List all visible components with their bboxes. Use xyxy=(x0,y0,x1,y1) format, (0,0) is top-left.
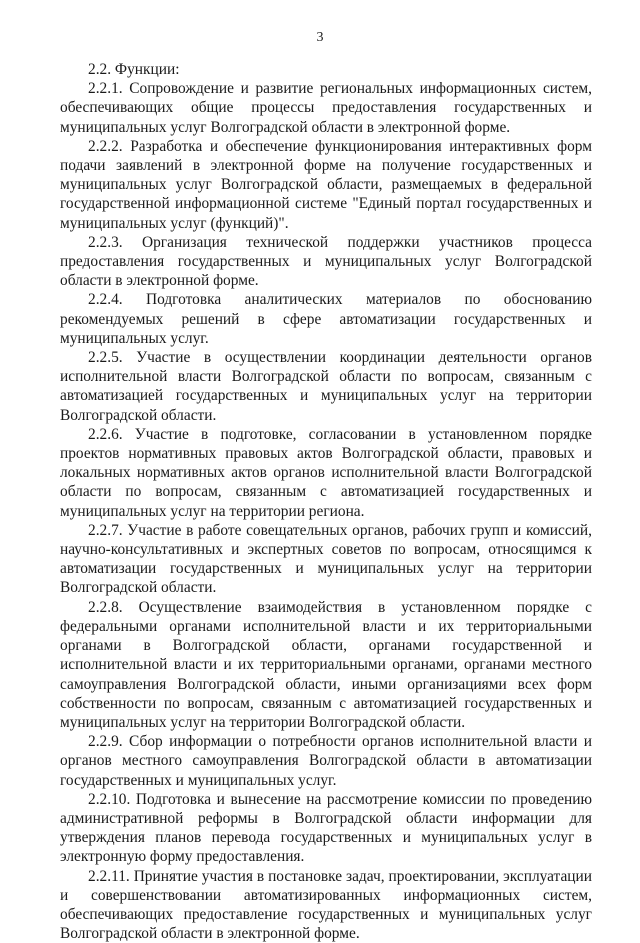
section-heading: 2.2. Функции: xyxy=(88,61,180,78)
paragraph-2-2-2: 2.2.2. Разработка и обеспечение функционирования интерактивных форм подачи заявлений в электронной форме на получение государственных и муниципальных услуг Волгоградской области, размещаемых в федеральной государственной информационной системе "Единый портал государственных и муниципальных услуг (функций)". xyxy=(60,137,592,232)
paragraph-2-2-11: 2.2.11. Принятие участия в постановке задач, проектировании, эксплуатации и совершенствовании автоматизированных информационных систем, обеспечивающих предоставление государственных и муниципальных услуг Волгоградской области в электронной форме. xyxy=(60,867,592,943)
paragraph-2-2-7: 2.2.7. Участие в работе совещательных органов, рабочих групп и комиссий, научно-консультативных и экспертных советов по вопросам, относящимся к автоматизации государственных и муниципальных услуг на территории Волгоградской области. xyxy=(60,521,592,597)
paragraph-2-2-8: 2.2.8. Осуществление взаимодействия в установленном порядке с федеральными органами исполнительной власти и их территориальными органами в Волгоградской области, органами государственной и исполнительной власти и их территориальными органами, органами местного самоуправления Волгоградской области, иными организациями всех форм собственности по вопросам, связанным с автоматизацией государственных и муниципальных услуг на территории Волгоградской области. xyxy=(60,598,592,731)
paragraph-2-2-4: 2.2.4. Подготовка аналитических материалов по обоснованию рекомендуемых решений в сфере автоматизации государственных и муниципальных услуг. xyxy=(60,291,592,347)
document-body xyxy=(60,60,592,943)
page-number: 3 xyxy=(316,30,324,45)
paragraph-2-2-3: 2.2.3. Организация технической поддержки участников процесса предоставления государственных и муниципальных услуг Волгоградской области в электронной форме. xyxy=(60,233,592,290)
paragraph-2-2-1: 2.2.1. Сопровождение и развитие региональных информационных систем, обеспечивающих общие процессы предоставления государственных и муниципальных услуг Волгоградской области в электронной форме. xyxy=(60,80,592,136)
paragraph-2-2-9: 2.2.9. Сбор информации о потребности органов исполнительной власти и органов местного самоуправления Волгоградской области в автоматизации государственных и муниципальных услуг. xyxy=(60,733,592,789)
paragraph-2-2-6: 2.2.6. Участие в подготовке, согласовании в установленном порядке проектов нормативных правовых актов Волгоградской области, правовых и локальных нормативных актов органов исполнительной власти Волгоградской области по вопросам, связанным с автоматизацией государственных и муниципальных услуг на территории региона. xyxy=(60,425,592,520)
paragraph-2-2-10: 2.2.10. Подготовка и вынесение на рассмотрение комиссии по проведению административной реформы в Волгоградской области информации для утверждения планов перевода государственных и муниципальных услуг в электронную форму предоставления. xyxy=(60,790,592,866)
paragraph-2-2-5: 2.2.5. Участие в осуществлении координации деятельности органов исполнительной власти Волгоградской области по вопросам, связанным с автоматизацией государственных и муниципальных услуг на территории Волгоградской области. xyxy=(60,349,592,424)
